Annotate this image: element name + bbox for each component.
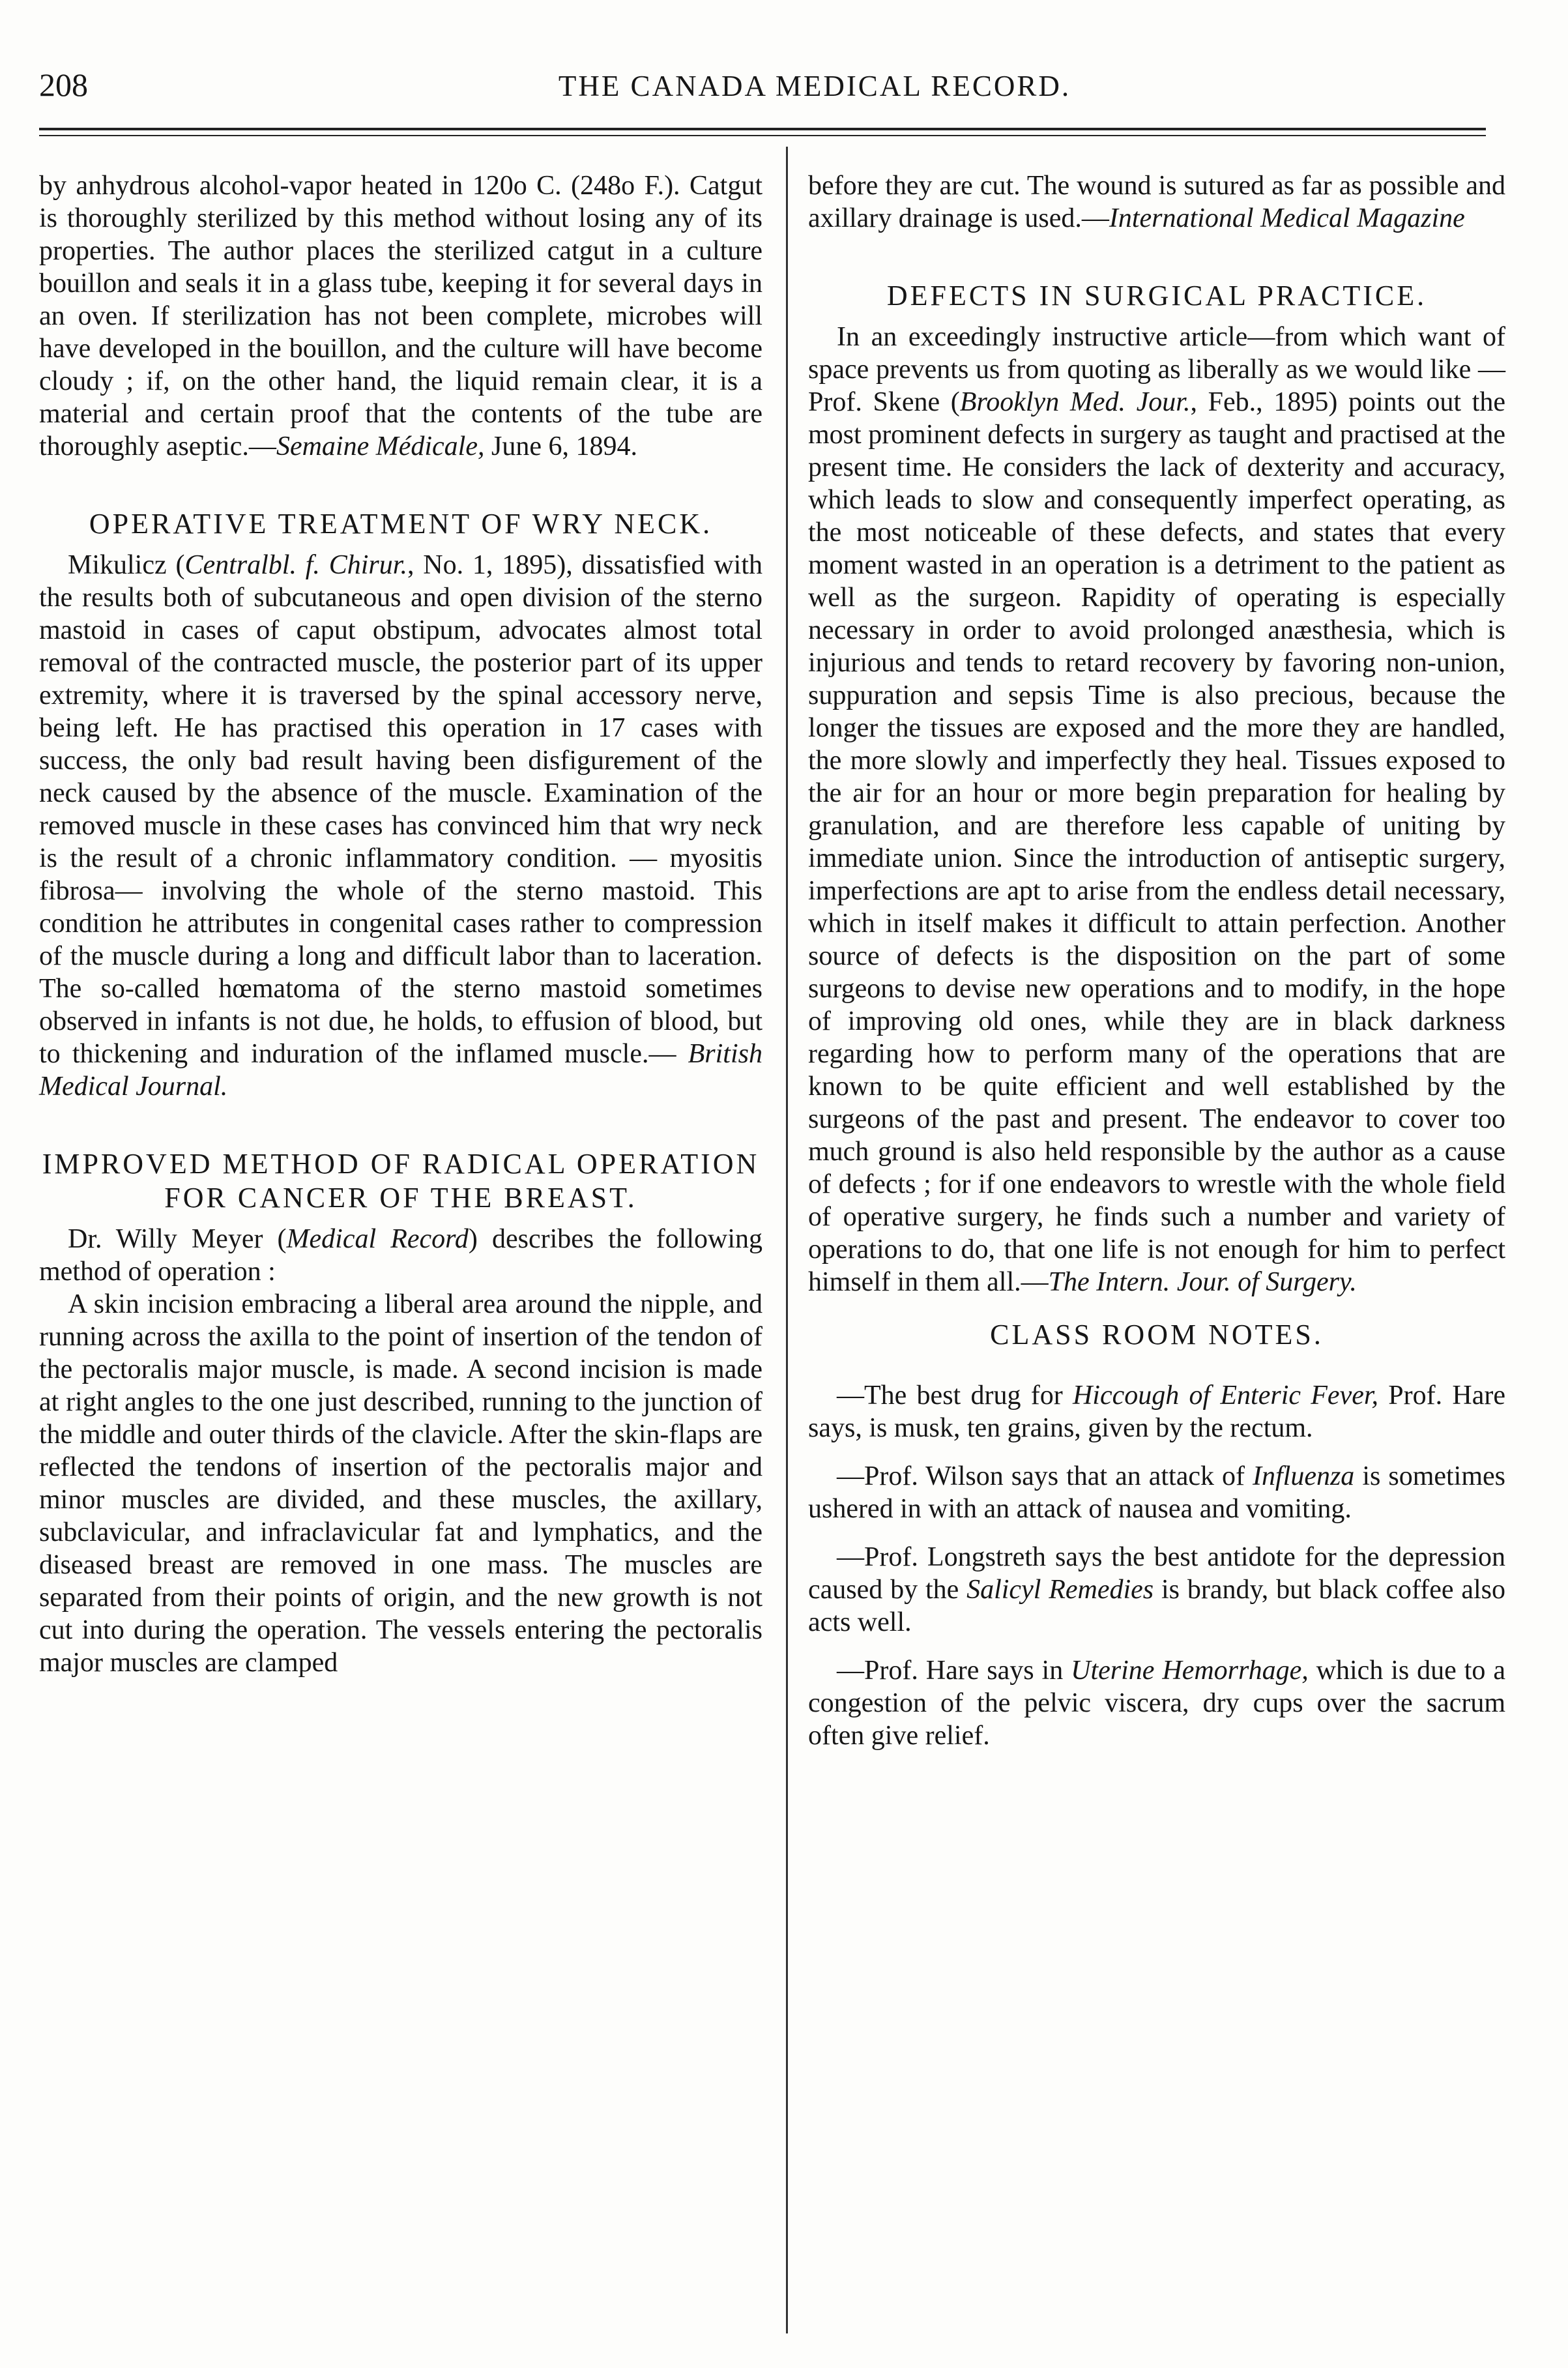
note-uterine-term: Uterine Hemorrhage,	[1071, 1656, 1309, 1686]
page-number: 208	[39, 66, 88, 103]
note-hiccough	[808, 1379, 1505, 1444]
note-influenza	[808, 1460, 1505, 1525]
header-rule-thin	[39, 135, 1486, 136]
wry-neck-paragraph	[39, 549, 762, 1103]
wry-neck-source: British Medical Journal.	[39, 1039, 762, 1102]
breast-cancer-lead: Dr. Willy Meyer (	[68, 1224, 287, 1254]
note-hiccough-term: Hiccough of Enteric Fever,	[1072, 1381, 1379, 1411]
header-rule-thick	[39, 128, 1486, 130]
breast-cancer-heading: IMPROVED METHOD OF RADICAL OPERATION FOR CANCER OF THE BREAST.	[42, 1148, 760, 1214]
note-uterine	[808, 1654, 1505, 1752]
note-uterine-lead: —Prof. Hare says in	[837, 1656, 1071, 1686]
continued-source: International Medical Magazine	[1109, 203, 1465, 233]
defects-source: The Intern. Jour. of Surgery.	[1048, 1267, 1357, 1297]
note-salicyl-lead: —Prof. Longstreth says the best antidote for the depression caused by the	[808, 1542, 1505, 1605]
wry-neck-citation: Centralbl. f. Chirur.	[184, 550, 407, 580]
right-column	[808, 169, 1505, 1752]
defects-text: , Feb., 1895) points out the most prominent defects in surgery as taught and practised at the present time. He considers the lack of dexterity and accuracy, which leads to slow and consequently imperfect operating, as the most noticeable of these defects, and states that every moment wasted in an operation is a detriment to the patient as well as the surgeon. Rapidity of operating is especially necessary in order to avoid prolonged anæsthesia, which is injurious and tends to retard recovery by favoring non-union, suppuration and sepsis Time is also precious, because the longer the tissues are exposed and the more they are handled, the more slowly and imperfectly they heal. Tissues exposed to the air for an hour or more begin preparation for healing by granulation, and are therefore less capable of uniting by immediate union. Since the introduction of antiseptic surgery, imperfections are apt to arise from the endless detail necessary, which in itself makes it difficult to attain perfection. Another source of defects is the disposition on the part of some surgeons to devise new operations and to modify, in the hope of improving old ones, while they are in black darkness regarding how to perform many of the operations that are known to be quite efficient and well established by the surgeons of the past and present. The endeavor to cover too much ground is also held responsible by the author as a cause of defects ; for if one endeavors to wrestle with the whole field of operative surgery, he finds such a number and variety of operations to do, that one life is not enough for him to perfect himself in them all.—	[808, 387, 1505, 1297]
catgut-source: Semaine Médicale,	[276, 431, 485, 461]
note-salicyl-term: Salicyl Remedies	[966, 1575, 1154, 1605]
note-uterine-text: which is due to a congestion of the pelvic viscera, dry cups over the sacrum often give relief.	[808, 1656, 1505, 1751]
page-header	[0, 0, 1568, 147]
class-room-notes-heading: CLASS ROOM NOTES.	[990, 1319, 1324, 1351]
continued-text: before they are cut. The wound is sutured as far as possible and axillary drainage is used.—	[808, 171, 1505, 233]
breast-cancer-intro	[39, 1223, 762, 1288]
wry-neck-heading: OPERATIVE TREATMENT OF WRY NECK.	[89, 508, 713, 540]
note-influenza-lead: —Prof. Wilson says that an attack of	[837, 1461, 1253, 1491]
note-hiccough-lead: —The best drug for	[837, 1381, 1073, 1411]
note-influenza-text: is sometimes ushered in with an attack of nausea and vomiting.	[808, 1461, 1505, 1524]
defects-heading: DEFECTS IN SURGICAL PRACTICE.	[886, 280, 1427, 312]
running-title: THE CANADA MEDICAL RECORD.	[558, 70, 1071, 102]
defects-citation: Brooklyn Med. Jour.	[959, 387, 1191, 417]
note-influenza-term: Influenza	[1253, 1461, 1355, 1491]
note-salicyl-text: is brandy, but black coffee also acts well.	[808, 1575, 1505, 1637]
column-divider	[786, 147, 788, 2333]
note-salicyl	[808, 1541, 1505, 1639]
catgut-paragraph	[39, 169, 762, 463]
catgut-date: June 6, 1894.	[484, 431, 637, 461]
note-hiccough-text: Prof. Hare says, is musk, ten grains, given by the rectum.	[808, 1381, 1505, 1443]
defects-lead: In an exceedingly instructive article—from which want of space prevents us from quoting as liberally as we would like —Prof. Skene (	[808, 322, 1505, 417]
continued-paragraph	[808, 169, 1505, 235]
wry-neck-text: , No. 1, 1895), dissatisfied with the results both of subcutaneous and open division of the sterno mastoid in cases of caput obstipum, advocates almost total removal of the contracted muscle, the posterior part of its upper extremity, where it is traversed by the spinal accessory nerve, being left. He has practised this operation in 17 cases with success, the only bad result having been disfigurement of the neck caused by the absence of the muscle. Examination of the removed muscle in these cases has convinced him that wry neck is the result of a chronic inflammatory condition. — myositis fibrosa— involving the whole of the sterno mastoid. This condition he attributes in congenital cases rather to compression of the muscle during a long and difficult labor than to laceration. The so-called hœmatoma of the sterno mastoid sometimes observed in infants is not due, he holds, to effusion of blood, but to thickening and induration of the inflamed muscle.—	[39, 550, 762, 1069]
breast-cancer-method: A skin incision embracing a liberal area around the nipple, and running across the axilla to the point of insertion of the tendon of the pectoralis major muscle, is made. A second incision is made at right angles to the one just described, running to the junction of the middle and outer thirds of the clavicle. After the skin-flaps are reflected the tendons of insertion of the pectoralis major and minor muscles are divided, and these muscles, the axillary, subclavicular, and infraclavicular fat and lymphatics, and the diseased breast are removed in one mass. The muscles are separated from their points of origin, and the new growth is not cut into during the operation. The vessels entering the pectoralis major muscles are clamped	[39, 1289, 762, 1678]
defects-paragraph	[808, 321, 1505, 1298]
catgut-text: by anhydrous alcohol-vapor heated in 120o C. (248o F.). Catgut is thoroughly sterilized by this method without losing any of its properties. The author places the sterilized catgut in a culture bouillon and seals it in a glass tube, keeping it for several days in an oven. If sterilization has not been complete, microbes will have developed in the bouillon, and the culture will have become cloudy ; if, on the other hand, the liquid remain clear, it is a material and certain proof that the contents of the tube are thoroughly aseptic.—	[39, 171, 762, 461]
left-column	[39, 169, 762, 1679]
wry-neck-lead: Mikulicz (	[68, 550, 185, 580]
breast-cancer-citation: Medical Record	[286, 1224, 469, 1254]
breast-cancer-intro-text: ) describes the following method of operation :	[39, 1224, 763, 1287]
